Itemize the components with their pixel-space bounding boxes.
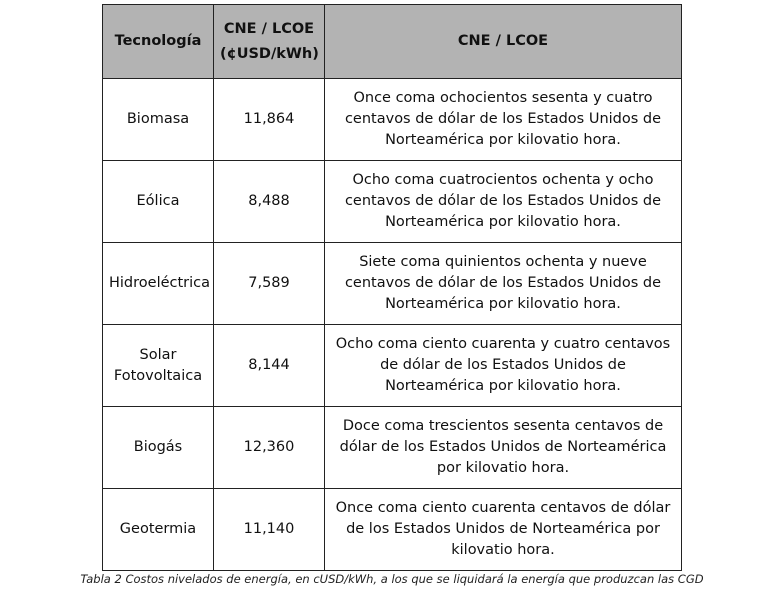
header-cne-lcoe-text-label: CNE / LCOE (457, 33, 549, 49)
table-row (103, 243, 682, 325)
levelized-cost-table (102, 4, 682, 571)
cell-tecnologia: Eólica (103, 161, 214, 243)
cell-texto: Ocho coma cuatrocientos ochenta y ocho centavos de dólar de los Estados Unidos de Norteamérica por kilovatio hora. (325, 161, 682, 243)
cell-valor: 8,144 (214, 325, 325, 407)
header-cne-lcoe-text (325, 5, 682, 79)
header-cne-lcoe-line2: (¢USD/kWh) (220, 45, 319, 62)
cost-table-container (102, 4, 681, 571)
cell-valor: 11,140 (214, 489, 325, 571)
cell-tecnologia: Geotermia (103, 489, 214, 571)
header-cne-lcoe-line1: CNE / LCOE (223, 20, 315, 37)
cell-texto: Ocho coma ciento cuarenta y cuatro centavos de dólar de los Estados Unidos de Norteamérica por kilovatio hora. (325, 325, 682, 407)
cell-tecnologia: Hidroeléctrica (103, 243, 214, 325)
cell-texto: Doce coma trescientos sesenta centavos de dólar de los Estados Unidos de Norteamérica por kilovatio hora. (325, 407, 682, 489)
cell-valor: 8,488 (214, 161, 325, 243)
cell-valor: 12,360 (214, 407, 325, 489)
cell-valor: 11,864 (214, 79, 325, 161)
table-caption: Tabla 2 Costos nivelados de energía, en cUSD/kWh, a los que se liquidará la energía que produzcan las CGD (80, 572, 704, 586)
cell-texto: Siete coma quinientos ochenta y nueve centavos de dólar de los Estados Unidos de Norteamérica por kilovatio hora. (325, 243, 682, 325)
table-header-row (103, 5, 682, 79)
table-row (103, 79, 682, 161)
header-tecnologia-label: Tecnología (114, 33, 202, 49)
table-row (103, 489, 682, 571)
cell-valor: 7,589 (214, 243, 325, 325)
cell-texto: Once coma ochocientos sesenta y cuatro centavos de dólar de los Estados Unidos de Norteamérica por kilovatio hora. (325, 79, 682, 161)
cell-texto: Once coma ciento cuarenta centavos de dólar de los Estados Unidos de Norteamérica por kilovatio hora. (325, 489, 682, 571)
cell-tecnologia: Solar Fotovoltaica (103, 325, 214, 407)
table-row (103, 325, 682, 407)
table-row (103, 407, 682, 489)
header-tecnologia (103, 5, 214, 79)
table-row (103, 161, 682, 243)
cell-tecnologia: Biogás (103, 407, 214, 489)
header-cne-lcoe-value (214, 5, 325, 79)
cell-tecnologia: Biomasa (103, 79, 214, 161)
